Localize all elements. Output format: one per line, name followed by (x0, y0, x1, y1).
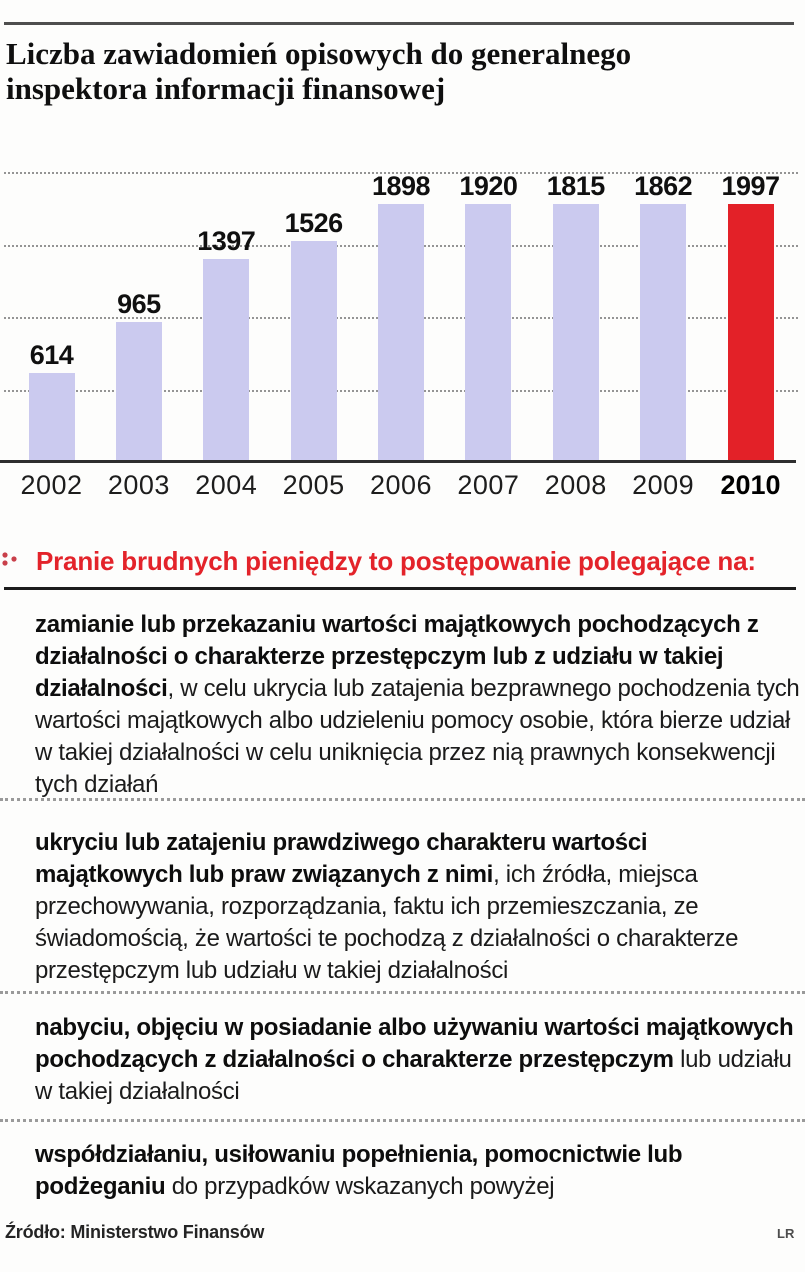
paragraph-1-rest: , w celu ukrycia lub zatajenia bezprawnego pochodzenia tych wartości majątkowych albo udzieleniu pomocy osobie, która bierze udział w takiej działalności w celu uniknięcia przez nią prawnych konsekwencji tych działań (35, 675, 800, 798)
bar-value-2008: 1815 (546, 171, 605, 201)
bar-group-2002 (8, 172, 95, 462)
page-title: Liczba zawiadomień opisowych do generalnego inspektora informacji finansowej (6, 36, 632, 106)
bar-value-2003: 965 (117, 289, 161, 320)
x-axis-label-2003: 2003 (107, 470, 170, 500)
bar-group-2010 (707, 172, 794, 462)
bar-2007 (465, 204, 511, 462)
bar-group-2004 (183, 172, 270, 462)
paragraph-2-bold: ukryciu lub zatajeniu prawdziwego charakteru wartości majątkowych lub praw związanych z nimi (35, 829, 648, 888)
section-heading: Pranie brudnych pieniędzy to postępowanie polegające na: (36, 546, 756, 576)
bar-2003 (116, 322, 162, 462)
bars-row (8, 172, 794, 462)
definition-paragraph-2 (35, 827, 801, 987)
x-axis-line (0, 460, 796, 463)
heading-rule (4, 587, 796, 590)
x-axis-label-2005: 2005 (282, 470, 345, 500)
paragraph-4-rest: do przypadków wskazanych powyżej (165, 1173, 555, 1200)
red-dots-bullet-icon (1, 550, 21, 568)
bar-value-2010: 1997 (721, 171, 780, 201)
bar-2010 (728, 204, 774, 462)
bar-2004 (203, 259, 249, 462)
bar-value-2009: 1862 (634, 171, 693, 201)
bar-2006 (378, 204, 424, 462)
dotted-separator-3 (0, 1119, 805, 1122)
x-axis-label-2008: 2008 (544, 470, 607, 500)
x-axis-label-2009: 2009 (632, 470, 695, 500)
bar-group-2009 (620, 172, 707, 462)
bar-group-2007 (445, 172, 532, 462)
bar-value-2004: 1397 (197, 226, 256, 257)
bar-2008 (553, 204, 599, 462)
bar-2009 (640, 204, 686, 462)
x-axis-label-2002: 2002 (20, 470, 83, 500)
paragraph-1-bold: zamianie lub przekazaniu wartości majątkowych pochodzących z działalności o charakterze przestępczym lub z udziału w takiej działalności (35, 611, 759, 702)
definition-paragraph-4 (35, 1139, 801, 1203)
bar-2002 (29, 373, 75, 462)
bar-2005 (291, 241, 337, 462)
definition-paragraph-1 (35, 609, 801, 801)
bar-group-2005 (270, 172, 357, 462)
bar-group-2006 (358, 172, 445, 462)
bar-group-2008 (532, 172, 619, 462)
dotted-separator-2 (0, 991, 805, 994)
x-axis-label-2006: 2006 (369, 470, 433, 500)
definition-paragraph-3 (35, 1012, 801, 1108)
paragraph-3-bold: nabyciu, objęciu w posiadanie albo używaniu wartości majątkowych pochodzących z działalności o charakterze przestępczym (35, 1014, 794, 1073)
paragraph-4-bold: współdziałaniu, usiłowaniu popełnienia, pomocnictwie lub podżeganiu (35, 1141, 683, 1200)
paragraph-3-rest: lub udziału w takiej działalności (35, 1046, 792, 1105)
top-rule (4, 22, 794, 25)
x-axis-labels (8, 470, 794, 500)
author-credit: LR (777, 1226, 795, 1241)
dotted-separator-1 (0, 798, 805, 801)
bar-value-2002: 614 (29, 339, 74, 370)
bar-value-2005: 1526 (284, 207, 343, 238)
x-axis-label-2004: 2004 (195, 470, 258, 500)
bar-value-2006: 1898 (371, 171, 431, 201)
paragraph-2-rest: , ich źródła, miejsca przechowywania, rozporządzania, faktu ich przemieszczania, ze świadomością, że wartości te pochodzą z działalności o charakterze przestępczym lub udziału w takiej działalności (35, 861, 739, 984)
x-axis-label-2007: 2007 (457, 470, 520, 500)
bar-group-2003 (95, 172, 182, 462)
source-label: Źródło: Ministerstwo Finansów (5, 1222, 265, 1242)
bar-value-2007: 1920 (459, 171, 518, 201)
x-axis-label-2010: 2010 (720, 470, 781, 500)
